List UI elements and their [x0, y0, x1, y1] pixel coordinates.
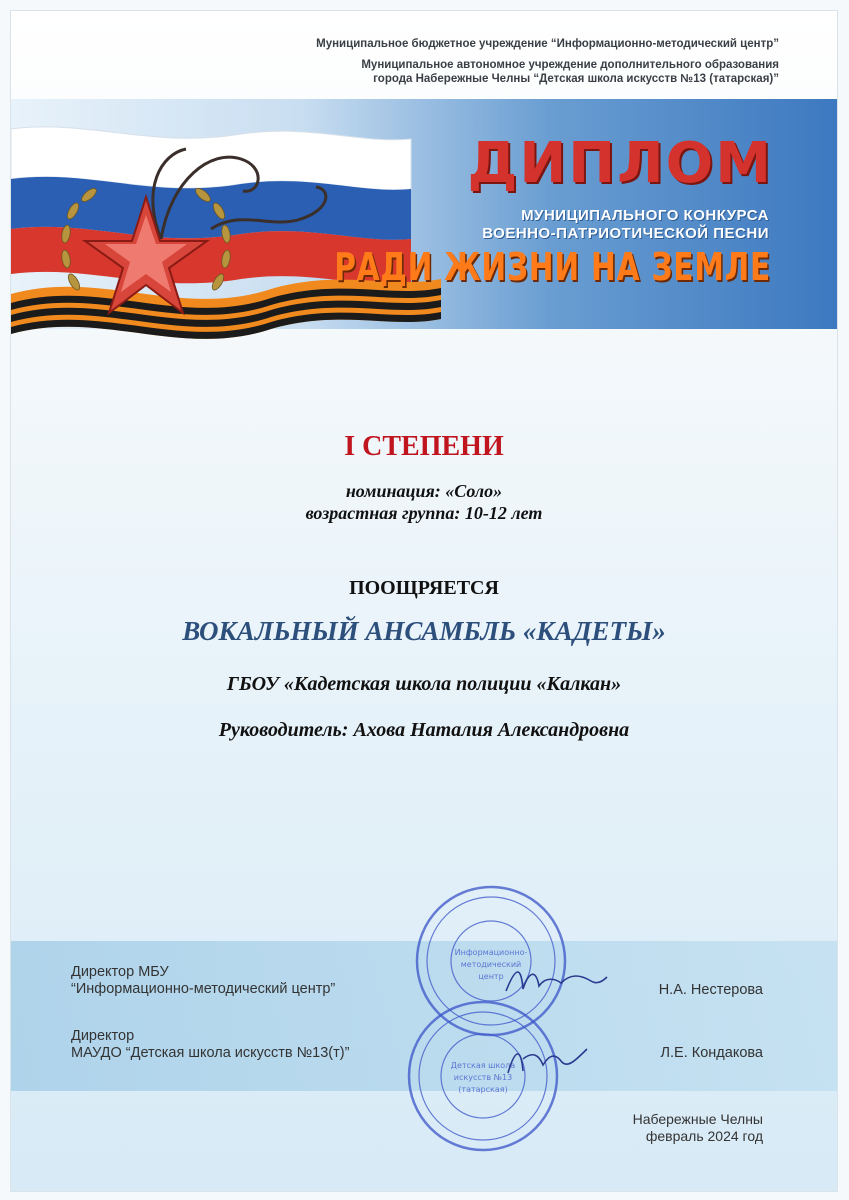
contest-subtitle-line1: МУНИЦИПАЛЬНОГО КОНКУРСА [521, 207, 769, 224]
city-name: Набережные Челны [632, 1111, 763, 1127]
signatory-role-1 [71, 964, 335, 998]
signatory-role-2-line2: МАУДО “Детская школа искусств №13(т)” [71, 1045, 350, 1061]
contest-subtitle-line2: ВОЕННО-ПАТРИОТИЧЕСКОЙ ПЕСНИ [482, 225, 769, 242]
encouraged-label: ПООЩРЯЕТСЯ [349, 577, 499, 599]
header-banner [11, 99, 837, 329]
organizer-secondary-line2: города Набережные Челны “Детская школа искусств №13 (татарская)” [373, 73, 779, 85]
age-group-line: возрастная группа: 10-12 лет [305, 503, 543, 523]
stamp-2-text-line3: (татарская) [458, 1085, 508, 1094]
organizer-primary: Муниципальное бюджетное учреждение “Информационно-методический центр” [316, 38, 779, 50]
stamp-2-text-line2: искусств №13 [453, 1073, 513, 1082]
signatory-role-1-line2: “Информационно-методический центр” [71, 981, 336, 997]
school-name: ГБОУ «Кадетская школа полиции «Калкан» [226, 673, 622, 695]
signatory-role-2-line1: Директор [71, 1028, 135, 1044]
award-degree: I СТЕПЕНИ [344, 431, 504, 462]
issue-date: февраль 2024 год [645, 1128, 763, 1144]
leader-line: Руководитель: Ахова Наталия Александровна [218, 719, 630, 741]
handwritten-signature-1 [501, 961, 611, 1001]
contest-name: РАДИ ЖИЗНИ НА ЗЕМЛЕ [334, 245, 771, 289]
organizer-secondary [361, 58, 779, 86]
diploma-sheet [10, 10, 838, 1192]
stamp-2-text-line1: Детская школа [450, 1061, 516, 1070]
handwritten-signature-2 [503, 1041, 593, 1081]
signatory-name-1: Н.А. Нестерова [658, 982, 763, 998]
signatory-role-2 [71, 1028, 349, 1062]
organizer-secondary-line1: Муниципальное автономное учреждение дополнительного образования [361, 59, 779, 71]
stamp-1-text-line2: методический [460, 960, 522, 969]
place-and-date [633, 1111, 763, 1145]
nomination-line: номинация: «Соло» [345, 481, 503, 501]
diploma-title: ДИПЛОМ [467, 131, 773, 196]
flag-star-wreath-illustration [11, 119, 451, 359]
stamp-1-text-line3: центр [478, 972, 504, 981]
recipient-name: ВОКАЛЬНЫЙ АНСАМБЛЬ «КАДЕТЫ» [182, 616, 666, 646]
signatory-role-1-line1: Директор МБУ [71, 964, 169, 980]
stamp-1-text-line1: Информационно- [454, 948, 528, 957]
signatory-name-2: Л.Е. Кондакова [660, 1045, 763, 1061]
